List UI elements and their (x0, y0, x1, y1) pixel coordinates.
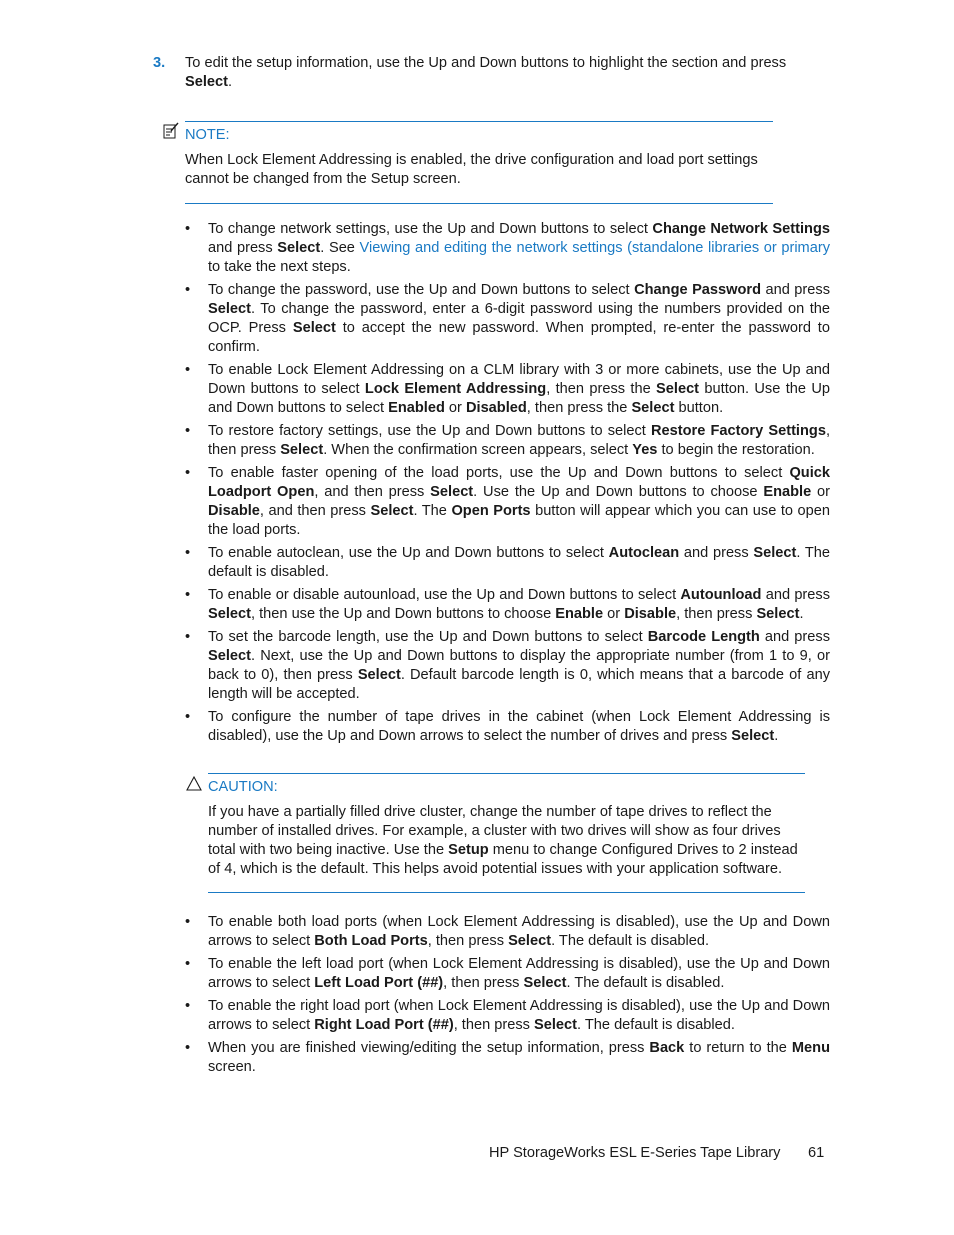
text-segment: to return to the (684, 1040, 792, 1056)
text-segment: To enable the left load port (when Lock Element Addressing is disabled), use the Up and Down arrows to select (208, 956, 830, 991)
ui-term: Back (649, 1040, 685, 1056)
step-select-term: Select (185, 74, 228, 90)
text-segment: and press (759, 629, 830, 645)
setup-options-list (185, 220, 830, 750)
text-segment: When you are finished viewing/editing the setup information, press (208, 1040, 650, 1056)
ui-term: Change Password (634, 282, 762, 298)
text-segment: , then press (208, 423, 830, 458)
list-item (185, 422, 830, 460)
text-segment: . Default barcode length is 0, which means that a barcode of any length will be accepted. (208, 667, 830, 702)
text-segment: and press (761, 587, 831, 603)
ui-term: Autoclean (608, 545, 680, 561)
text-segment: menu to change Configured Drives to 2 instead of 4, which is the default. This helps avoid potential issues with your application software. (208, 842, 798, 877)
ui-term: Enabled (388, 400, 445, 416)
text-segment: or (444, 400, 466, 416)
note-top-rule (185, 121, 773, 122)
ui-term: Open Ports (451, 503, 531, 519)
text-segment: , then press (676, 606, 757, 622)
ui-term: Autounload (680, 587, 762, 603)
text-segment: to take the next steps. (208, 259, 351, 275)
ui-term: Right Load Port (##) (314, 1017, 454, 1033)
list-item (185, 281, 830, 357)
text-segment: . Use the Up and Down buttons to choose (473, 484, 764, 500)
ui-term: Change Network Settings (652, 221, 830, 237)
text-segment: and press (208, 240, 278, 256)
text-segment: To set the barcode length, use the Up and Down buttons to select (208, 629, 648, 645)
ui-term: Enable (763, 484, 812, 500)
text-segment: and press (679, 545, 754, 561)
note-label: NOTE: (185, 127, 230, 143)
text-segment: , then press the (526, 400, 632, 416)
ui-term: Left Load Port (##) (314, 975, 444, 991)
caution-icon (185, 775, 203, 793)
ui-term: Select (208, 648, 251, 664)
ui-term: Select (357, 667, 401, 683)
note-bottom-rule (185, 203, 773, 204)
text-segment: to accept the new password. When prompted, re-enter the password to confirm. (208, 320, 830, 355)
ui-term: Select (508, 933, 552, 949)
ui-term: Disable (208, 503, 260, 519)
ui-term: Select (292, 320, 336, 336)
text-segment: . See (320, 240, 360, 256)
ui-term: Select (534, 1017, 578, 1033)
ui-term: Yes (632, 442, 658, 458)
cross-reference-link[interactable]: Viewing and editing the network settings (standalone libraries or primary (359, 240, 830, 256)
text-segment: . The default is disabled. (551, 933, 710, 949)
note-text: When Lock Element Addressing is enabled, the drive configuration and load port settings cannot be changed from the Setup screen. (185, 152, 758, 187)
ui-term: Select (731, 728, 775, 744)
ui-term: Setup (448, 842, 489, 858)
list-item (185, 997, 830, 1035)
text-segment: button. Use the Up and Down buttons to select (208, 381, 830, 416)
caution-text (208, 803, 808, 879)
ui-term: Select (277, 240, 321, 256)
ui-term: Select (656, 381, 700, 397)
text-segment: , and then press (259, 503, 371, 519)
list-item (185, 544, 830, 582)
text-segment: To enable the right load port (when Lock Element Addressing is disabled), use the Up and Down arrows to select (208, 998, 830, 1033)
list-item (185, 361, 830, 418)
ui-term: Menu (791, 1040, 830, 1056)
text-segment: button will appear which you can use to open the load ports. (208, 503, 830, 538)
text-segment: button. (674, 400, 724, 416)
text-segment: . (774, 728, 779, 744)
text-segment: To configure the number of tape drives in the cabinet (when Lock Element Addressing is disabled), use the Up and Down arrows to select the number of drives and press (208, 709, 830, 744)
step-number: 3. (153, 55, 166, 71)
note-icon (162, 122, 180, 140)
text-segment: . When the confirmation screen appears, select (323, 442, 633, 458)
list-item (185, 628, 830, 704)
ui-term: Select (208, 606, 251, 622)
ui-term: Both Load Ports (314, 933, 428, 949)
ui-term: Select (523, 975, 567, 991)
text-segment: screen. (208, 1059, 256, 1075)
ui-term: Disable (624, 606, 677, 622)
text-segment: . Next, use the Up and Down buttons to display the appropriate number (from 1 to 9, or back to 0), then press (208, 648, 830, 683)
ui-term: Select (631, 400, 675, 416)
ui-term: Select (753, 545, 797, 561)
caution-label: CAUTION: (208, 779, 278, 795)
text-segment: To enable or disable autounload, use the Up and Down buttons to select (208, 587, 681, 603)
text-segment: , then press the (546, 381, 657, 397)
text-segment: . The (413, 503, 452, 519)
text-segment: . The default is disabled. (566, 975, 725, 991)
ui-term: Quick Loadport Open (208, 465, 830, 500)
ui-term: Select (208, 301, 251, 317)
text-segment: To change the password, use the Up and Down buttons to select (208, 282, 635, 298)
text-segment: or (811, 484, 831, 500)
ui-term: Select (370, 503, 414, 519)
step-text-a: To edit the setup information, use the Up and Down buttons to highlight the section and press (185, 55, 787, 71)
text-segment: or (603, 606, 625, 622)
text-segment: To change network settings, use the Up and Down buttons to select (208, 221, 653, 237)
text-segment: , then use the Up and Down buttons to choose (251, 606, 556, 622)
ui-term: Select (430, 484, 474, 500)
list-item (185, 955, 830, 993)
text-segment: , then press (427, 933, 509, 949)
text-segment: and press (761, 282, 830, 298)
list-item (185, 464, 830, 540)
text-segment: to begin the restoration. (657, 442, 815, 458)
text-segment: To enable both load ports (when Lock Element Addressing is disabled), use the Up and Down arrows to select (208, 914, 830, 949)
list-item (185, 1039, 830, 1077)
text-segment: , and then press (314, 484, 431, 500)
footer-title: HP StorageWorks ESL E-Series Tape Library (489, 1145, 781, 1161)
text-segment: If you have a partially filled drive cluster, change the number of tape drives to reflect the number of installed drives. For example, a cluster with two drives will show as four drives total with two being inactive. Use the (208, 804, 781, 858)
text-segment: . (799, 606, 804, 622)
text-segment: , then press (443, 975, 524, 991)
text-segment: To restore factory settings, use the Up and Down buttons to select (208, 423, 652, 439)
text-segment: To enable faster opening of the load ports, use the Up and Down buttons to select (208, 465, 790, 481)
step-text (185, 54, 835, 92)
text-segment: . The default is disabled. (208, 545, 831, 580)
page-number: 61 (808, 1145, 825, 1161)
caution-bottom-rule (208, 892, 805, 893)
ui-term: Select (756, 606, 800, 622)
step-text-b: . (228, 74, 233, 90)
text-segment: . The default is disabled. (577, 1017, 735, 1033)
text-segment: , then press (453, 1017, 535, 1033)
list-item (185, 586, 830, 624)
load-port-options-list (185, 913, 830, 1081)
ui-term: Enable (555, 606, 604, 622)
ui-term: Lock Element Addressing (364, 381, 547, 397)
list-item (185, 913, 830, 951)
list-item (185, 220, 830, 277)
list-item (185, 708, 830, 746)
ui-term: Restore Factory Settings (651, 423, 826, 439)
text-segment: . To change the password, enter a 6-digit password using the numbers provided on the OCP. Press (208, 301, 830, 336)
text-segment: To enable Lock Element Addressing on a CLM library with 3 or more cabinets, use the Up and Down buttons to select (208, 362, 830, 397)
ui-term: Barcode Length (647, 629, 760, 645)
caution-top-rule (208, 773, 805, 774)
text-segment: To enable autoclean, use the Up and Down buttons to select (208, 545, 609, 561)
ui-term: Select (280, 442, 324, 458)
ui-term: Disabled (465, 400, 527, 416)
